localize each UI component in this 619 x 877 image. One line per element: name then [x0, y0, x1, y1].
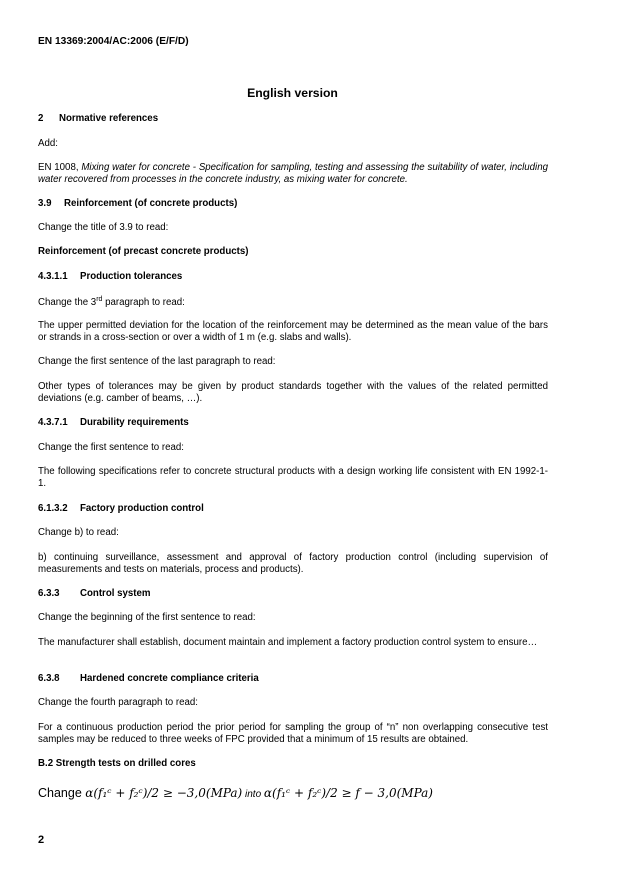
section-title: Strength tests on drilled cores — [55, 758, 196, 769]
paragraph: Change the first sentence of the last paragraph to read: — [38, 356, 276, 367]
section-heading — [38, 503, 548, 514]
section-number: 6.1.3.2 — [38, 503, 68, 514]
paragraph — [38, 294, 548, 309]
paragraph: Change the first sentence to read: — [38, 442, 184, 453]
section-title: Normative references — [59, 113, 159, 124]
text-fragment: paragraph to read: — [102, 297, 185, 309]
section-heading — [38, 198, 548, 209]
section-number: 6.3.8 — [38, 673, 60, 684]
section-number: B.2 — [38, 758, 54, 769]
paragraph: Other types of tolerances may be given by product standards together with the values of the related permitted deviations (e.g. camber of beams, …). — [38, 381, 548, 404]
section-title: Hardened concrete compliance criteria — [80, 673, 259, 684]
section-heading — [38, 271, 548, 282]
section-title: Factory production control — [80, 503, 204, 514]
paragraph: The following specifications refer to concrete structural products with a design working life consistent with EN 1992-1-1. — [38, 466, 548, 489]
section-heading — [38, 417, 548, 428]
reference-id: EN 1008, — [38, 162, 82, 173]
section-number: 2 — [38, 113, 44, 124]
section-title: Control system — [80, 588, 151, 599]
section-number: 4.3.7.1 — [38, 417, 68, 428]
formula-line — [38, 786, 548, 800]
page-number: 2 — [38, 834, 45, 846]
paragraph: The upper permitted deviation for the location of the reinforcement may be determined as the mean value of the bars or strands in a cross-section or over a width of 1 m (e.g. slabs and walls). — [38, 320, 548, 343]
version-title: English version — [247, 86, 338, 100]
section-number: 6.3.3 — [38, 588, 60, 599]
paragraph: Change the fourth paragraph to read: — [38, 697, 198, 708]
section-title: Durability requirements — [80, 417, 189, 428]
section-title: Reinforcement (of concrete products) — [64, 198, 238, 209]
section-number: 3.9 — [38, 198, 52, 209]
text-fragment: Change the 3 — [38, 297, 97, 309]
paragraph — [38, 162, 548, 185]
superscript: rd — [96, 296, 103, 303]
document-header: EN 13369:2004/AC:2006 (E/F/D) — [38, 36, 189, 47]
section-number: 4.3.1.1 — [38, 271, 68, 282]
section-heading — [38, 758, 548, 769]
new-title: Reinforcement (of precast concrete products) — [38, 246, 249, 257]
paragraph: Add: — [38, 138, 58, 149]
formula-old: α(f₁ᶜ + f₂ᶜ)/2 ≥ −3,0(MPa) — [85, 786, 243, 800]
paragraph: Change the title of 3.9 to read: — [38, 222, 169, 233]
paragraph: For a continuous production period the prior period for sampling the group of “n” non overlapping consecutive test samples may be reduced to three weeks of FPC provided that a minimum of 15 results are obtained. — [38, 722, 548, 745]
into-label: into — [242, 789, 264, 800]
formula-new: α(f₁ᶜ + f₂ᶜ)/2 ≥ f − 3,0(MPa) — [263, 786, 433, 800]
section-heading — [38, 588, 548, 599]
reference-title: Mixing water for concrete - Specification for sampling, testing and assessing the suitability of water, including water recovered from processes in the concrete industry, as mixing water for concrete. — [38, 162, 548, 185]
paragraph: Change the beginning of the first sentence to read: — [38, 612, 256, 623]
change-label: Change — [38, 786, 86, 800]
section-heading — [38, 673, 548, 684]
paragraph: b) continuing surveillance, assessment and approval of factory production control (including supervision of measurements and tests on materials, process and products). — [38, 552, 548, 575]
paragraph: The manufacturer shall establish, document maintain and implement a factory production control system to ensure… — [38, 637, 538, 648]
section-heading — [38, 113, 548, 124]
paragraph: Change b) to read: — [38, 527, 119, 538]
section-title: Production tolerances — [80, 271, 183, 282]
